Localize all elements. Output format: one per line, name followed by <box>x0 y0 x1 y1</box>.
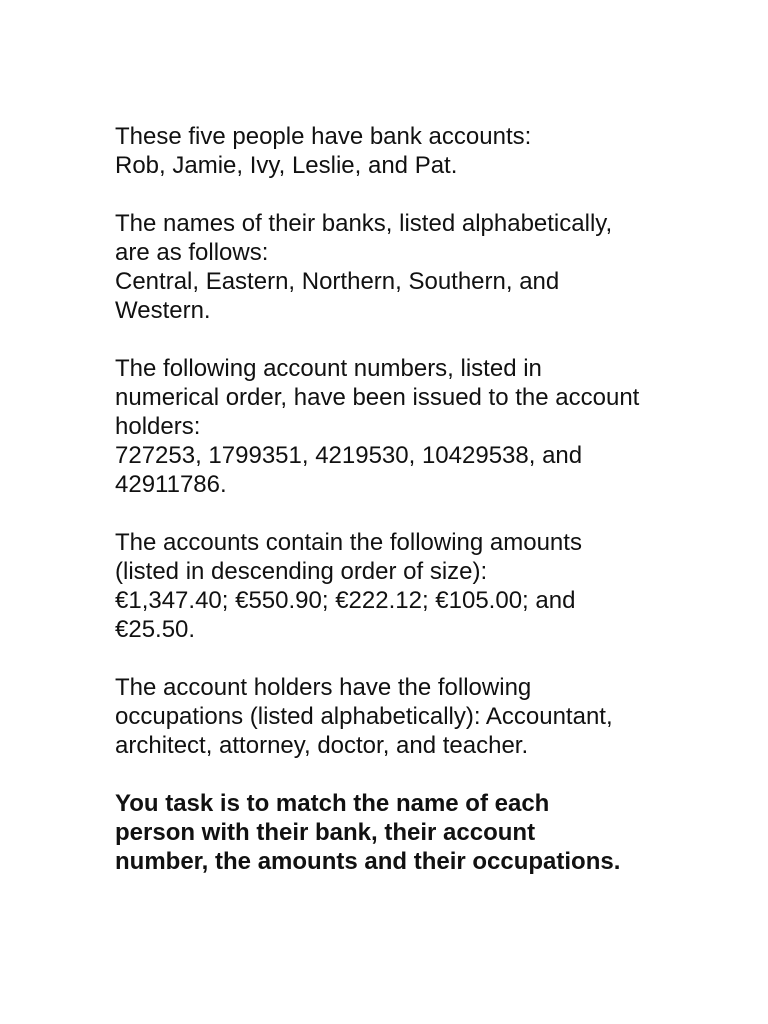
text-line: The accounts contain the following amounts <box>115 529 582 556</box>
text-line: These five people have bank accounts: <box>115 123 532 150</box>
text-line: (listed in descending order of size): <box>115 558 488 585</box>
paragraph-account-numbers <box>115 354 715 499</box>
text-line: holders: <box>115 413 201 440</box>
text-line: 42911786. <box>115 471 227 498</box>
paragraph-occupations <box>115 673 715 760</box>
text-line: €25.50. <box>115 616 196 643</box>
text-line: architect, attorney, doctor, and teacher. <box>115 732 529 759</box>
text-line: Western. <box>115 297 211 324</box>
text-line: Rob, Jamie, Ivy, Leslie, and Pat. <box>115 152 458 179</box>
paragraph-amounts <box>115 528 715 644</box>
text-line: Central, Eastern, Northern, Southern, and <box>115 268 560 295</box>
text-line: numerical order, have been issued to the account <box>115 384 640 411</box>
text-line: You task is to match the name of each <box>115 790 550 817</box>
text-line: The following account numbers, listed in <box>115 355 542 382</box>
task-instructions <box>115 789 715 876</box>
document-page <box>115 122 715 905</box>
text-line: occupations (listed alphabetically): Accountant, <box>115 703 613 730</box>
text-line: The account holders have the following <box>115 674 532 701</box>
text-line: €1,347.40; €550.90; €222.12; €105.00; and <box>115 587 576 614</box>
text-line: The names of their banks, listed alphabetically, <box>115 210 613 237</box>
text-line: are as follows: <box>115 239 269 266</box>
text-line: person with their bank, their account <box>115 819 536 846</box>
paragraph-people <box>115 122 715 180</box>
paragraph-banks <box>115 209 715 325</box>
text-line: 727253, 1799351, 4219530, 10429538, and <box>115 442 583 469</box>
text-line: number, the amounts and their occupations. <box>115 848 621 875</box>
